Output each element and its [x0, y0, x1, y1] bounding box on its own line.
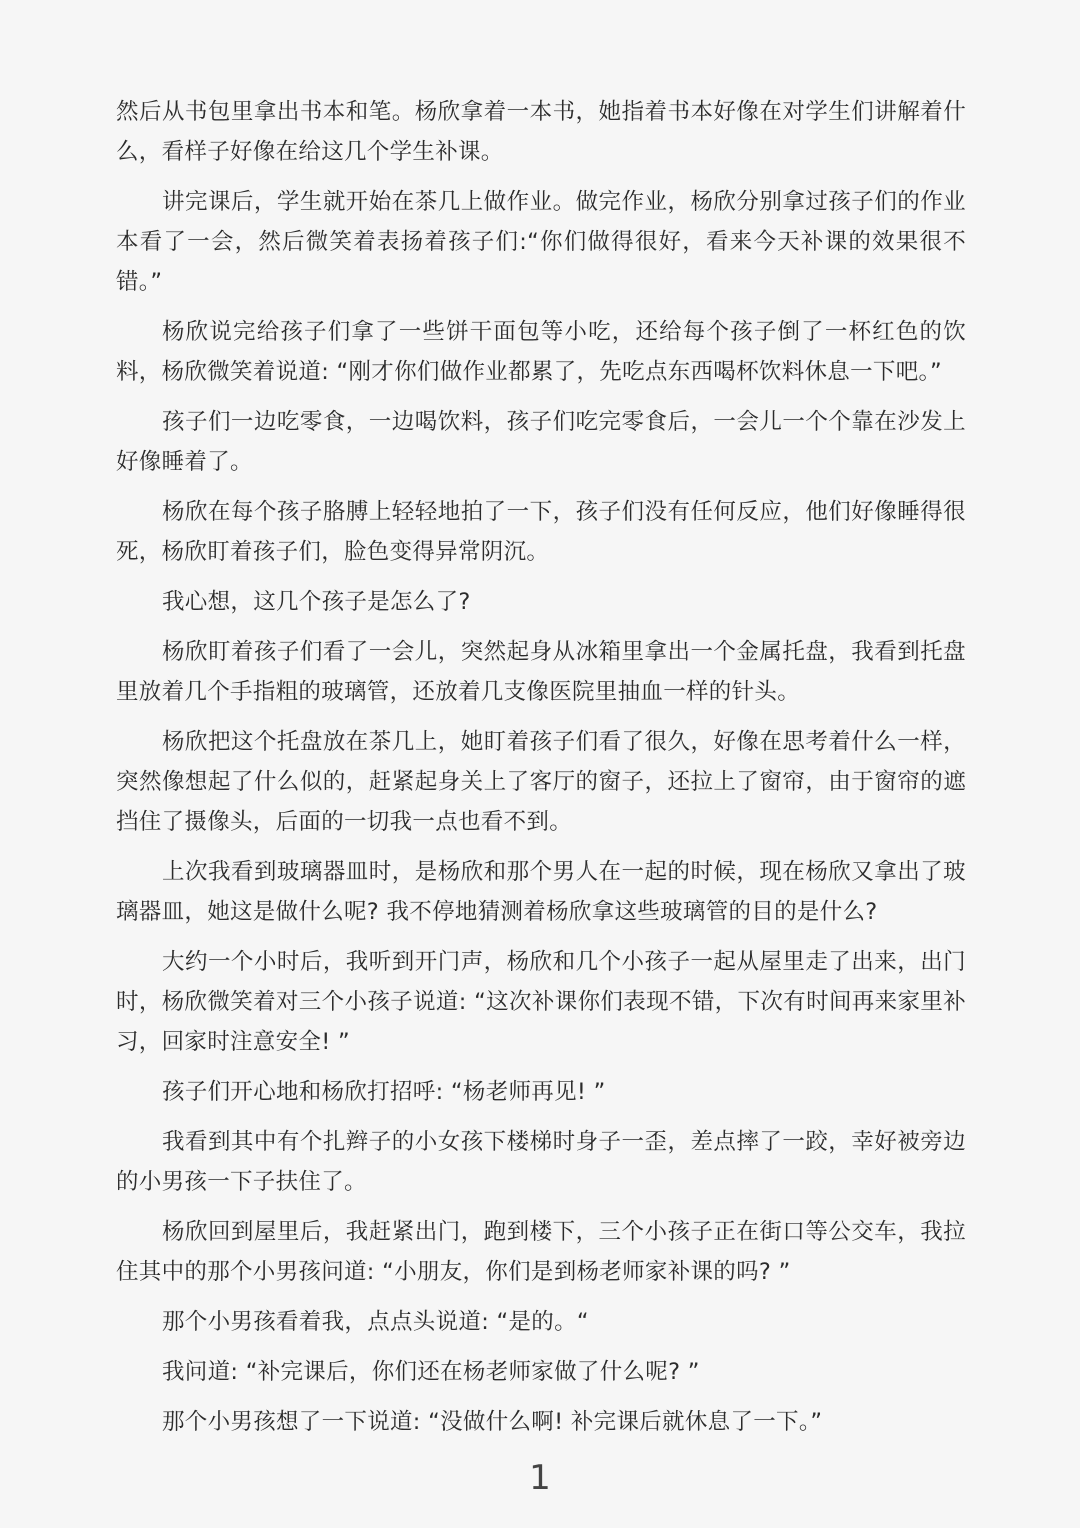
paragraph-3: 杨欣说完给孩子们拿了一些饼干面包等小吃，还给每个孩子倒了一杯红色的饮料，杨欣微笑着说道: “刚才你们做作业都累了，先吃点东西喝杯饮料休息一下吧。” [116, 319, 966, 385]
paragraph-2: 讲完课后，学生就开始在茶几上做作业。做完作业，杨欣分别拿过孩子们的作业本看了一会，然后微笑着表扬着孩子们:“你们做得很好，看来今天补课的效果很不错。” [116, 189, 966, 295]
paragraph-9: 上次我看到玻璃器皿时，是杨欣和那个男人在一起的时候，现在杨欣又拿出了玻璃器皿，她这是做什么呢? 我不停地猜测着杨欣拿这些玻璃管的目的是什么? [116, 859, 966, 925]
paragraph-5: 杨欣在每个孩子胳膊上轻轻地拍了一下，孩子们没有任何反应，他们好像睡得很死，杨欣盯着孩子们，脸色变得异常阴沉。 [116, 499, 966, 565]
paragraph-11: 孩子们开心地和杨欣打招呼: “杨老师再见! ” [162, 1079, 606, 1105]
paragraph-8: 杨欣把这个托盘放在茶几上，她盯着孩子们看了很久，好像在思考着什么一样，突然像想起了什么似的，赶紧起身关上了客厅的窗子，还拉上了窗帘，由于窗帘的遮挡住了摄像头，后面的一切我一点也看不到。 [116, 729, 966, 835]
paragraph-15: 我问道: “补完课后，你们还在杨老师家做了什么呢? ” [162, 1359, 700, 1385]
paragraph-10: 大约一个小时后，我听到开门声，杨欣和几个小孩子一起从屋里走了出来，出门时，杨欣微笑着对三个小孩子说道: “这次补课你们表现不错，下次有时间再来家里补习，回家时注意安全! ” [116, 949, 966, 1055]
paragraph-12: 我看到其中有个扎辫子的小女孩下楼梯时身子一歪，差点摔了一跤，幸好被旁边的小男孩一下子扶住了。 [116, 1129, 966, 1195]
paragraph-16: 那个小男孩想了一下说道: “没做什么啊! 补完课后就休息了一下。” [162, 1409, 823, 1435]
paragraph-1: 然后从书包里拿出书本和笔。杨欣拿着一本书，她指着书本好像在对学生们讲解着什么，看样子好像在给这几个学生补课。 [116, 99, 966, 165]
page-number: 1 [529, 1458, 551, 1498]
paragraph-13: 杨欣回到屋里后，我赶紧出门，跑到楼下，三个小孩子正在街口等公交车，我拉住其中的那个小男孩问道: “小朋友，你们是到杨老师家补课的吗? ” [116, 1219, 966, 1285]
paragraph-6: 我心想，这几个孩子是怎么了? [162, 589, 471, 615]
document-body [116, 92, 966, 1452]
paragraph-4: 孩子们一边吃零食，一边喝饮料，孩子们吃完零食后，一会儿一个个靠在沙发上好像睡着了。 [116, 409, 966, 475]
paragraph-14: 那个小男孩看着我，点点头说道: “是的。“ [162, 1309, 589, 1335]
paragraph-7: 杨欣盯着孩子们看了一会儿，突然起身从冰箱里拿出一个金属托盘，我看到托盘里放着几个手指粗的玻璃管，还放着几支像医院里抽血一样的针头。 [116, 639, 966, 705]
